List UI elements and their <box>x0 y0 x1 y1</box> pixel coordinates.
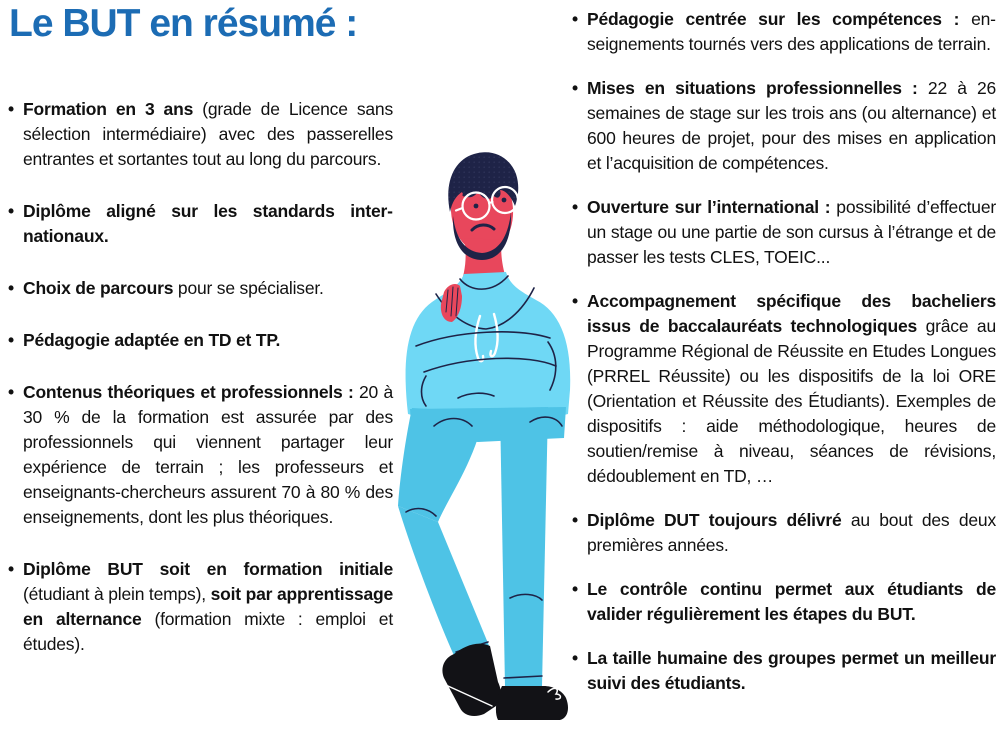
bullet-item <box>8 328 393 353</box>
bullet-marker: • <box>8 382 14 402</box>
bullet-text: Choix de parcours pour se spécialiser. <box>23 278 324 298</box>
bullet-item <box>8 276 393 301</box>
bullet-marker: • <box>8 99 14 119</box>
bullet-text: La taille humaine des groupes permet un meilleur suivi des étudiants. <box>587 648 996 693</box>
bullet-marker: • <box>572 579 578 599</box>
bullet-marker: • <box>572 78 578 98</box>
bullet-text: Pédagogie adaptée en TD et TP. <box>23 330 281 350</box>
bullet-text: Diplôme BUT soit en formation initiale (étudiant à plein temps), soit par apprentissage en alternance (formation mixte : emploi et études). <box>23 559 394 654</box>
bullet-item <box>572 289 996 489</box>
bullet-marker: • <box>8 201 14 221</box>
bullet-item <box>8 557 393 657</box>
bullet-marker: • <box>8 278 14 298</box>
bullet-text: Contenus théoriques et professionnels : 20 à 30 % de la formation est assurée par des professionnels qui viennent partager leur expérience de terrain ; les professeurs et enseignants-chercheurs assurent 70 à 80 % des enseignements, dont les plus théoriques. <box>23 382 393 527</box>
standing-leg <box>500 407 548 687</box>
hoodie <box>406 272 571 420</box>
bullet-item <box>8 380 393 530</box>
bullet-item <box>572 195 996 270</box>
bullet-text: Diplôme aligné sur les standards internationaux. <box>23 201 393 246</box>
bullet-marker: • <box>572 291 578 311</box>
right-column <box>572 7 996 715</box>
bullet-text: Accompagnement spécifique des bacheliers issus de baccalauréats technologiques grâce au Programme Régional de Réussite en Etudes Longues (PRREL Réussite) ou les dispositifs de la loi ORE (Orientation et Réussite des Étudiants). Exemples de dispositifs : aide méthodologique, heures de soutien/remise à niveau, séances de révisions, dédoublement en TD, … <box>587 291 996 486</box>
crossed-calf <box>398 506 490 660</box>
bullet-marker: • <box>572 197 578 217</box>
bullet-text: Ouverture sur l’international : possibilité d’effectuer un stage ou une partie de son cursus à l’étrange et de passer les tests CLES, TOEIC... <box>587 197 996 267</box>
lace-bow-left <box>436 684 447 698</box>
bullet-text: Mises en situations professionnelles : 22 à 26 semaines de stage sur les trois ans (ou alternance) et 600 heures de projet, pour des mises en application et l’acquisition de compétences. <box>587 78 997 173</box>
bullet-item <box>572 7 996 57</box>
bullet-marker: • <box>572 510 578 530</box>
bullet-item <box>572 76 996 176</box>
bullet-marker: • <box>8 559 14 579</box>
left-column <box>8 97 393 684</box>
right-eye <box>502 198 507 203</box>
student-illustration <box>398 146 578 756</box>
bullet-text: Diplôme DUT toujours délivré au bout des deux premières années. <box>587 510 996 555</box>
bullet-item <box>572 577 996 627</box>
bullet-item <box>8 199 393 249</box>
bullet-text: Le contrôle continu permet aux étudiants de valider régulièrement les étapes du BUT. <box>587 579 996 624</box>
crossed-leg-shoe <box>442 644 500 716</box>
bullet-text: Formation en 3 ans (grade de Licence sans sélection intermédiaire) avec des passerelles entrantes et sortantes tout au long du parcours. <box>23 99 393 169</box>
left-eye <box>474 204 479 209</box>
shoes <box>436 644 569 720</box>
bullet-marker: • <box>572 648 578 668</box>
bullet-marker: • <box>8 330 14 350</box>
page-title: Le BUT en résumé : <box>9 2 358 45</box>
bullet-marker: • <box>572 9 578 29</box>
student-illustration-svg <box>398 146 578 756</box>
bullet-text: Pédagogie centrée sur les compétences : enseignements tournés vers des applications de terrain. <box>587 9 996 54</box>
bullet-item <box>572 508 996 558</box>
bullet-item <box>8 97 393 172</box>
bullet-item <box>572 646 996 696</box>
